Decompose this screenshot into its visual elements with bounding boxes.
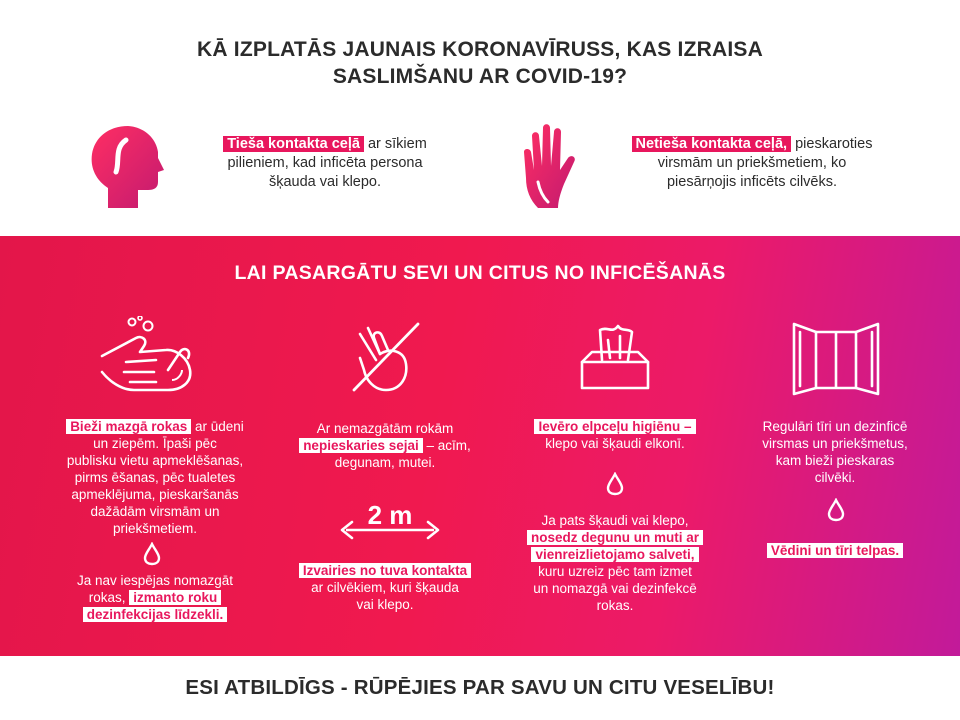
direct-line-3: šķauda vai klepo. [268,174,382,190]
head-profile-icon [86,122,166,210]
title-line-1: KĀ IZPLATĀS JAUNAIS KORONAVĪRUSS, KAS IZRAISA [197,38,763,61]
wash-line-1: ar ūdeni [191,419,244,434]
distance-line-3: vai klepo. [356,597,414,612]
wash-line-5: apmeklējuma, pieskaršanās [71,487,239,502]
face-line-3: degunam, mutei. [334,455,436,470]
wash-line-7: priekšmetiem. [112,521,198,536]
footer-slogan: ESI ATBILDĪGS - RŪPĒJIES PAR SAVU UN CITU VESELĪBU! [185,676,775,699]
direct-line-2: pilieniem, kad inficēta persona [227,155,423,171]
direct-line-1: ar sīkiem [363,136,427,152]
double-arrow-icon [338,518,442,542]
hand-icon [518,122,588,212]
wash-hands-text [50,418,260,537]
distance-text [275,562,495,613]
direct-contact-text [190,135,460,192]
wash-line-4: pirms ēšanas, pēc tualetes [74,470,236,485]
wash-line-6: dažādām virsmām un [90,504,220,519]
sanitizer-line-1: Ja nav iespējas nomazgāt [76,573,234,588]
tissue-line-6: rokas. [596,598,634,613]
distance-highlight: Izvairies no tuva kontakta [299,563,471,578]
distance-label: 2 m [367,500,413,530]
wash-line-3: publisku vietu apmeklēšanas, [66,453,244,468]
tissue-text [505,512,725,614]
protection-title: LAI PASARGĀTU SEVI UN CITUS NO INFICĒŠANĀS [234,262,726,284]
face-line-2: – acīm, [422,438,471,453]
clean-line-1: Regulāri tīri un dezinficē [762,419,908,434]
wash-line-2: un ziepēm. Īpaši pēc [93,436,217,451]
tissue-highlight-2: vienreizlietojamo salveti, [531,547,698,562]
tissue-line-1: Ja pats šķaudi vai klepo, [541,513,689,528]
face-highlight: nepieskaries sejai [299,438,423,453]
distance-line-2: ar cilvēkiem, kuri šķauda [311,580,459,595]
title-line-2: SASLIMŠANU AR COVID-19? [332,65,628,88]
tissue-line-5: un nomazgā vai dezinfekcē [533,581,697,596]
sanitizer-line-2: rokas, [88,590,130,605]
indirect-contact-text [612,135,892,192]
ventilate-text [730,542,940,559]
no-touch-face-icon [350,320,422,394]
page-title [0,36,960,90]
tissue-highlight-1: nosedz degunu un muti ar [527,530,703,545]
hygiene-highlight: Ievēro elpceļu higiēnu – [534,419,695,434]
droplet-icon [606,472,624,496]
indirect-contact-highlight: Netieša kontakta ceļā, [632,136,792,152]
hygiene-line-2: klepo vai šķaudi elkonī. [545,436,685,451]
droplet-icon [143,542,161,566]
ventilate-highlight: Vēdini un tīri telpas. [767,543,903,558]
no-touch-face-text [280,420,490,471]
clean-surfaces-text [730,418,940,486]
wash-hands-highlight: Bieži mazgā rokas [66,419,191,434]
face-line-1: Ar nemazgātām rokām [316,421,454,436]
sanitizer-text [40,572,270,623]
sanitizer-highlight-1: izmanto roku [129,590,221,605]
clean-line-4: cilvēki. [814,470,856,485]
open-window-icon [788,322,884,396]
hygiene-text [510,418,720,452]
hand-washing-icon [96,316,200,396]
indirect-line-1: pieskaroties [791,136,873,152]
droplet-icon [827,498,845,522]
clean-line-3: kam bieži pieskaras [775,453,895,468]
indirect-line-2: virsmām un priekšmetiem, ko [657,155,847,171]
tissue-line-4: kuru uzreiz pēc tam izmet [538,564,692,579]
tissue-box-icon [578,322,652,392]
indirect-line-3: piesārņojis inficēts cilvēks. [666,174,838,190]
clean-line-2: virsmas un priekšmetus, [762,436,908,451]
sanitizer-highlight-2: dezinfekcijas līdzekli. [83,607,228,622]
direct-contact-highlight: Tieša kontakta ceļā [223,136,364,152]
